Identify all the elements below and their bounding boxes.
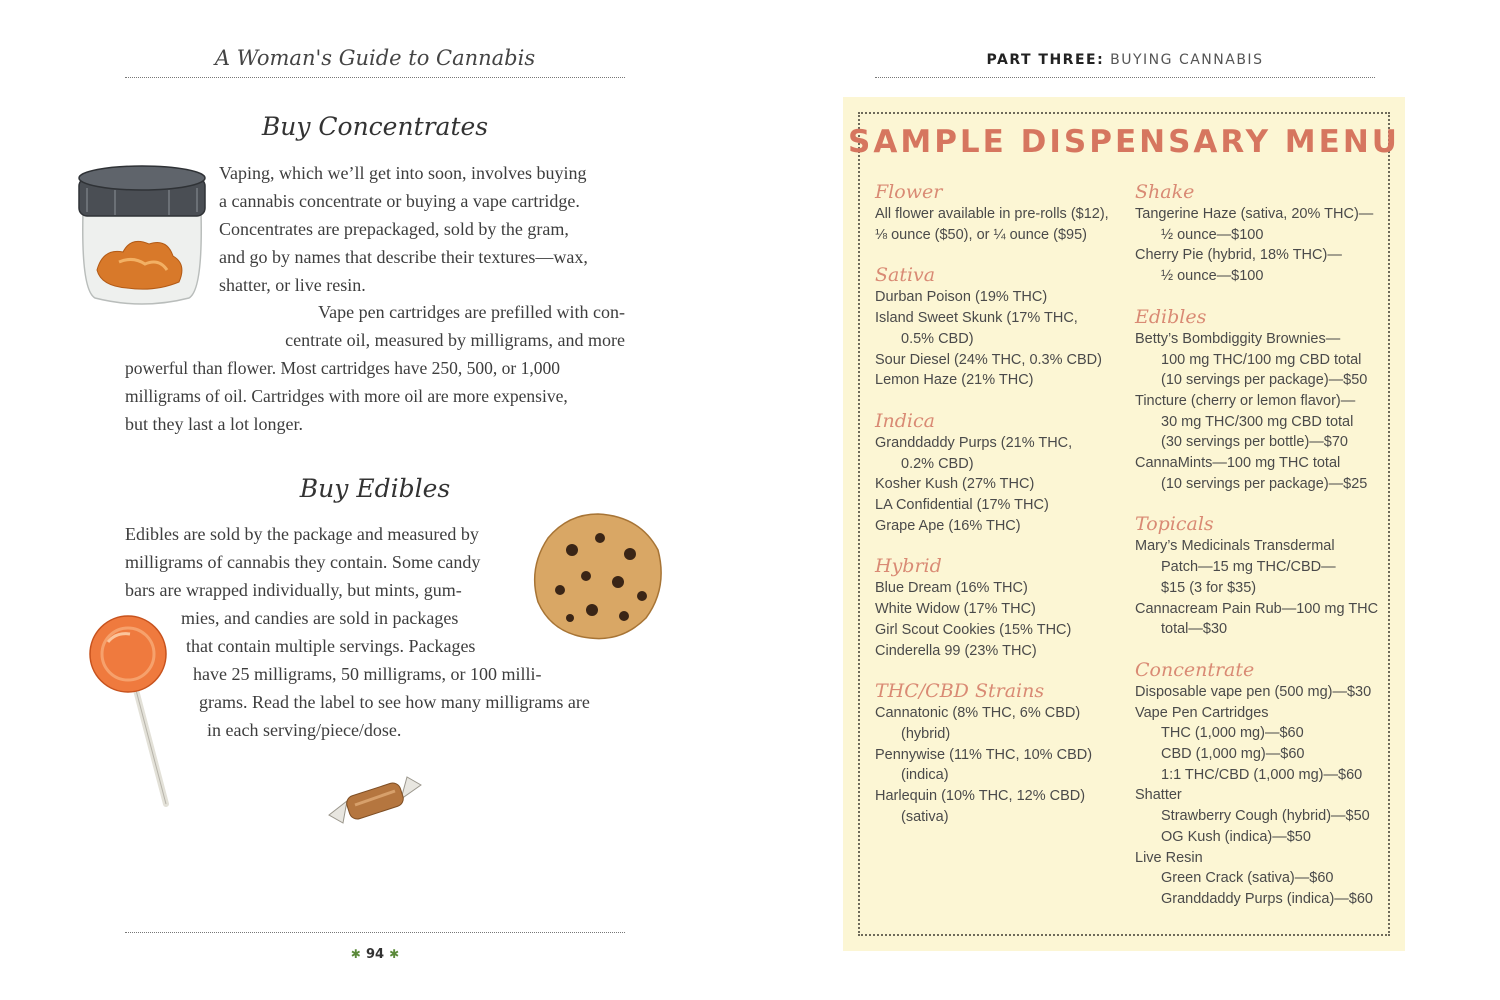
menu-item: All flower available in pre-rolls ($12), bbox=[875, 206, 1109, 222]
menu-item: Sour Diesel (24% THC, 0.3% CBD) bbox=[875, 351, 1102, 368]
menu-item: ⅛ ounce ($50), or ¼ ounce ($95) bbox=[875, 226, 1087, 243]
menu-item: (sativa) bbox=[901, 808, 949, 825]
section-gap bbox=[875, 391, 1125, 409]
menu-item: Tincture (cherry or lemon flavor)— bbox=[1135, 392, 1356, 409]
lollipop-illustration bbox=[86, 612, 176, 812]
heading-buy-concentrates: Buy Concentrates bbox=[261, 112, 489, 141]
section-gap bbox=[1135, 287, 1385, 305]
folio bbox=[325, 943, 425, 962]
menu-item: Cannatonic (8% THC, 6% CBD) bbox=[875, 705, 1081, 722]
menu-item: Girl Scout Cookies (15% THC) bbox=[875, 621, 1072, 638]
menu-item: CBD (1,000 mg)—$60 bbox=[1161, 746, 1305, 763]
text-line: and go by names that describe their textures—wax, bbox=[219, 247, 588, 267]
menu-category: Sativa bbox=[875, 264, 936, 287]
menu-item: Shatter bbox=[1135, 787, 1182, 804]
menu-category: THC/CBD Strains bbox=[875, 680, 1045, 703]
text-line: shatter, or live resin. bbox=[219, 275, 366, 295]
header-rule-left bbox=[125, 77, 625, 78]
menu-item: (10 servings per package)—$50 bbox=[1161, 372, 1368, 389]
menu-item: Lemon Haze (21% THC) bbox=[875, 372, 1034, 389]
menu-category: Concentrate bbox=[1135, 658, 1255, 681]
cookie-illustration bbox=[530, 510, 666, 644]
menu-category: Shake bbox=[1135, 181, 1195, 203]
menu-item: Mary’s Medicinals Transdermal bbox=[1135, 538, 1335, 555]
text-line: Concentrates are prepackaged, sold by the gram, bbox=[219, 219, 569, 239]
text-line: milligrams of cannabis they contain. Some candy bbox=[125, 552, 481, 572]
menu-item: Cannacream Pain Rub—100 mg THC bbox=[1135, 600, 1379, 617]
menu-item: ½ ounce—$100 bbox=[1161, 268, 1264, 285]
menu-item: LA Confidential (17% THC) bbox=[875, 497, 1049, 514]
menu-item: Patch—15 mg THC/CBD— bbox=[1161, 559, 1336, 576]
menu-item: Grape Ape (16% THC) bbox=[875, 517, 1021, 534]
section-gap bbox=[1135, 640, 1385, 658]
menu-item: Green Crack (sativa)—$60 bbox=[1161, 870, 1334, 887]
menu-category: Indica bbox=[875, 409, 935, 432]
running-head-title: BUYING CANNABIS bbox=[1104, 52, 1264, 68]
text-line: a cannabis concentrate or buying a vape cartridge. bbox=[219, 191, 580, 211]
menu-item: 100 mg THC/100 mg CBD total bbox=[1161, 351, 1362, 368]
menu-item: (30 servings per bottle)—$70 bbox=[1161, 434, 1348, 451]
concentrate-jar-illustration bbox=[75, 160, 209, 308]
menu-item: Tangerine Haze (sativa, 20% THC)— bbox=[1135, 206, 1374, 222]
text-line: but they last a lot longer. bbox=[125, 414, 303, 434]
menu-category: Flower bbox=[875, 181, 943, 203]
text-line: have 25 milligrams, 50 milligrams, or 100 milli- bbox=[193, 664, 542, 684]
concentrates-para-1 bbox=[219, 159, 625, 299]
menu-item: Cherry Pie (hybrid, 18% THC)— bbox=[1135, 247, 1342, 264]
heading-buy-edibles: Buy Edibles bbox=[299, 474, 451, 503]
menu-item: OG Kush (indica)—$50 bbox=[1161, 828, 1311, 845]
menu-item: White Widow (17% THC) bbox=[875, 601, 1036, 618]
menu-item: Harlequin (10% THC, 12% CBD) bbox=[875, 788, 1086, 805]
menu-item: Disposable vape pen (500 mg)—$30 bbox=[1135, 683, 1372, 700]
page-number: 94 bbox=[365, 947, 385, 962]
text-line: bars are wrapped individually, but mints, gum- bbox=[125, 580, 462, 600]
menu-item: Blue Dream (16% THC) bbox=[875, 580, 1028, 597]
menu-category: Topicals bbox=[1135, 513, 1214, 536]
text-line: mies, and candies are sold in packages bbox=[181, 608, 459, 628]
running-head-right bbox=[875, 52, 1375, 68]
menu-item: 0.2% CBD) bbox=[901, 455, 974, 472]
text-line: grams. Read the label to see how many milligrams are bbox=[199, 692, 590, 712]
running-head-part: PART THREE: bbox=[986, 52, 1105, 68]
section-gap bbox=[875, 245, 1125, 263]
menu-item: (10 servings per package)—$25 bbox=[1161, 475, 1368, 492]
menu-item: Island Sweet Skunk (17% THC, bbox=[875, 310, 1078, 327]
text-line: powerful than flower. Most cartridges have 250, 500, or 1,000 bbox=[125, 358, 560, 378]
cannabis-leaf-icon: ✱ bbox=[389, 947, 400, 961]
cannabis-leaf-icon: ✱ bbox=[350, 947, 361, 961]
text-line: Vaping, which we’ll get into soon, involves buying bbox=[219, 163, 587, 183]
menu-item: $15 (3 for $35) bbox=[1161, 579, 1257, 596]
menu-item: THC (1,000 mg)—$60 bbox=[1161, 725, 1304, 742]
menu-item: ½ ounce—$100 bbox=[1161, 226, 1264, 243]
menu-column-left bbox=[875, 180, 1125, 827]
menu-item: total—$30 bbox=[1161, 621, 1228, 638]
section-gap bbox=[875, 661, 1125, 679]
menu-category: Edibles bbox=[1135, 305, 1207, 328]
menu-item: Granddaddy Purps (indica)—$60 bbox=[1161, 890, 1373, 907]
footer-rule-left bbox=[125, 932, 625, 933]
text-line: milligrams of oil. Cartridges with more oil are more expensive, bbox=[125, 386, 568, 406]
menu-item: 1:1 THC/CBD (1,000 mg)—$60 bbox=[1161, 766, 1363, 783]
menu-category: Hybrid bbox=[875, 555, 942, 578]
section-gap bbox=[1135, 494, 1385, 512]
menu-item: Live Resin bbox=[1135, 849, 1203, 866]
menu-item: Cinderella 99 (23% THC) bbox=[875, 642, 1037, 659]
header-rule-right bbox=[875, 77, 1375, 78]
menu-item: Strawberry Cough (hybrid)—$50 bbox=[1161, 808, 1370, 825]
text-line: Vape pen cartridges are prefilled with con- bbox=[318, 302, 625, 322]
menu-item: Pennywise (11% THC, 10% CBD) bbox=[875, 746, 1093, 763]
menu-item: Granddaddy Purps (21% THC, bbox=[875, 434, 1073, 451]
menu-title: SAMPLE DISPENSARY MENU bbox=[848, 124, 1400, 160]
text-line: in each serving/piece/dose. bbox=[207, 720, 402, 740]
wrapped-candy-illustration bbox=[325, 775, 425, 827]
menu-item: Durban Poison (19% THC) bbox=[875, 289, 1048, 306]
menu-item: Vape Pen Cartridges bbox=[1135, 704, 1269, 721]
menu-item: (indica) bbox=[901, 767, 949, 784]
text-line: Edibles are sold by the package and measured by bbox=[125, 524, 479, 544]
text-line: centrate oil, measured by milligrams, and more bbox=[285, 330, 625, 350]
menu-column-right bbox=[1135, 180, 1385, 910]
menu-item: 30 mg THC/300 mg CBD total bbox=[1161, 413, 1354, 430]
menu-item: CannaMints—100 mg THC total bbox=[1135, 455, 1341, 472]
running-head-left: A Woman's Guide to Cannabis bbox=[214, 46, 536, 70]
menu-item: Kosher Kush (27% THC) bbox=[875, 476, 1035, 493]
section-gap bbox=[875, 536, 1125, 554]
text-line: that contain multiple servings. Packages bbox=[186, 636, 476, 656]
menu-item: (hybrid) bbox=[901, 725, 951, 742]
menu-item: 0.5% CBD) bbox=[901, 330, 974, 347]
menu-item: Betty’s Bombdiggity Brownies— bbox=[1135, 330, 1341, 347]
